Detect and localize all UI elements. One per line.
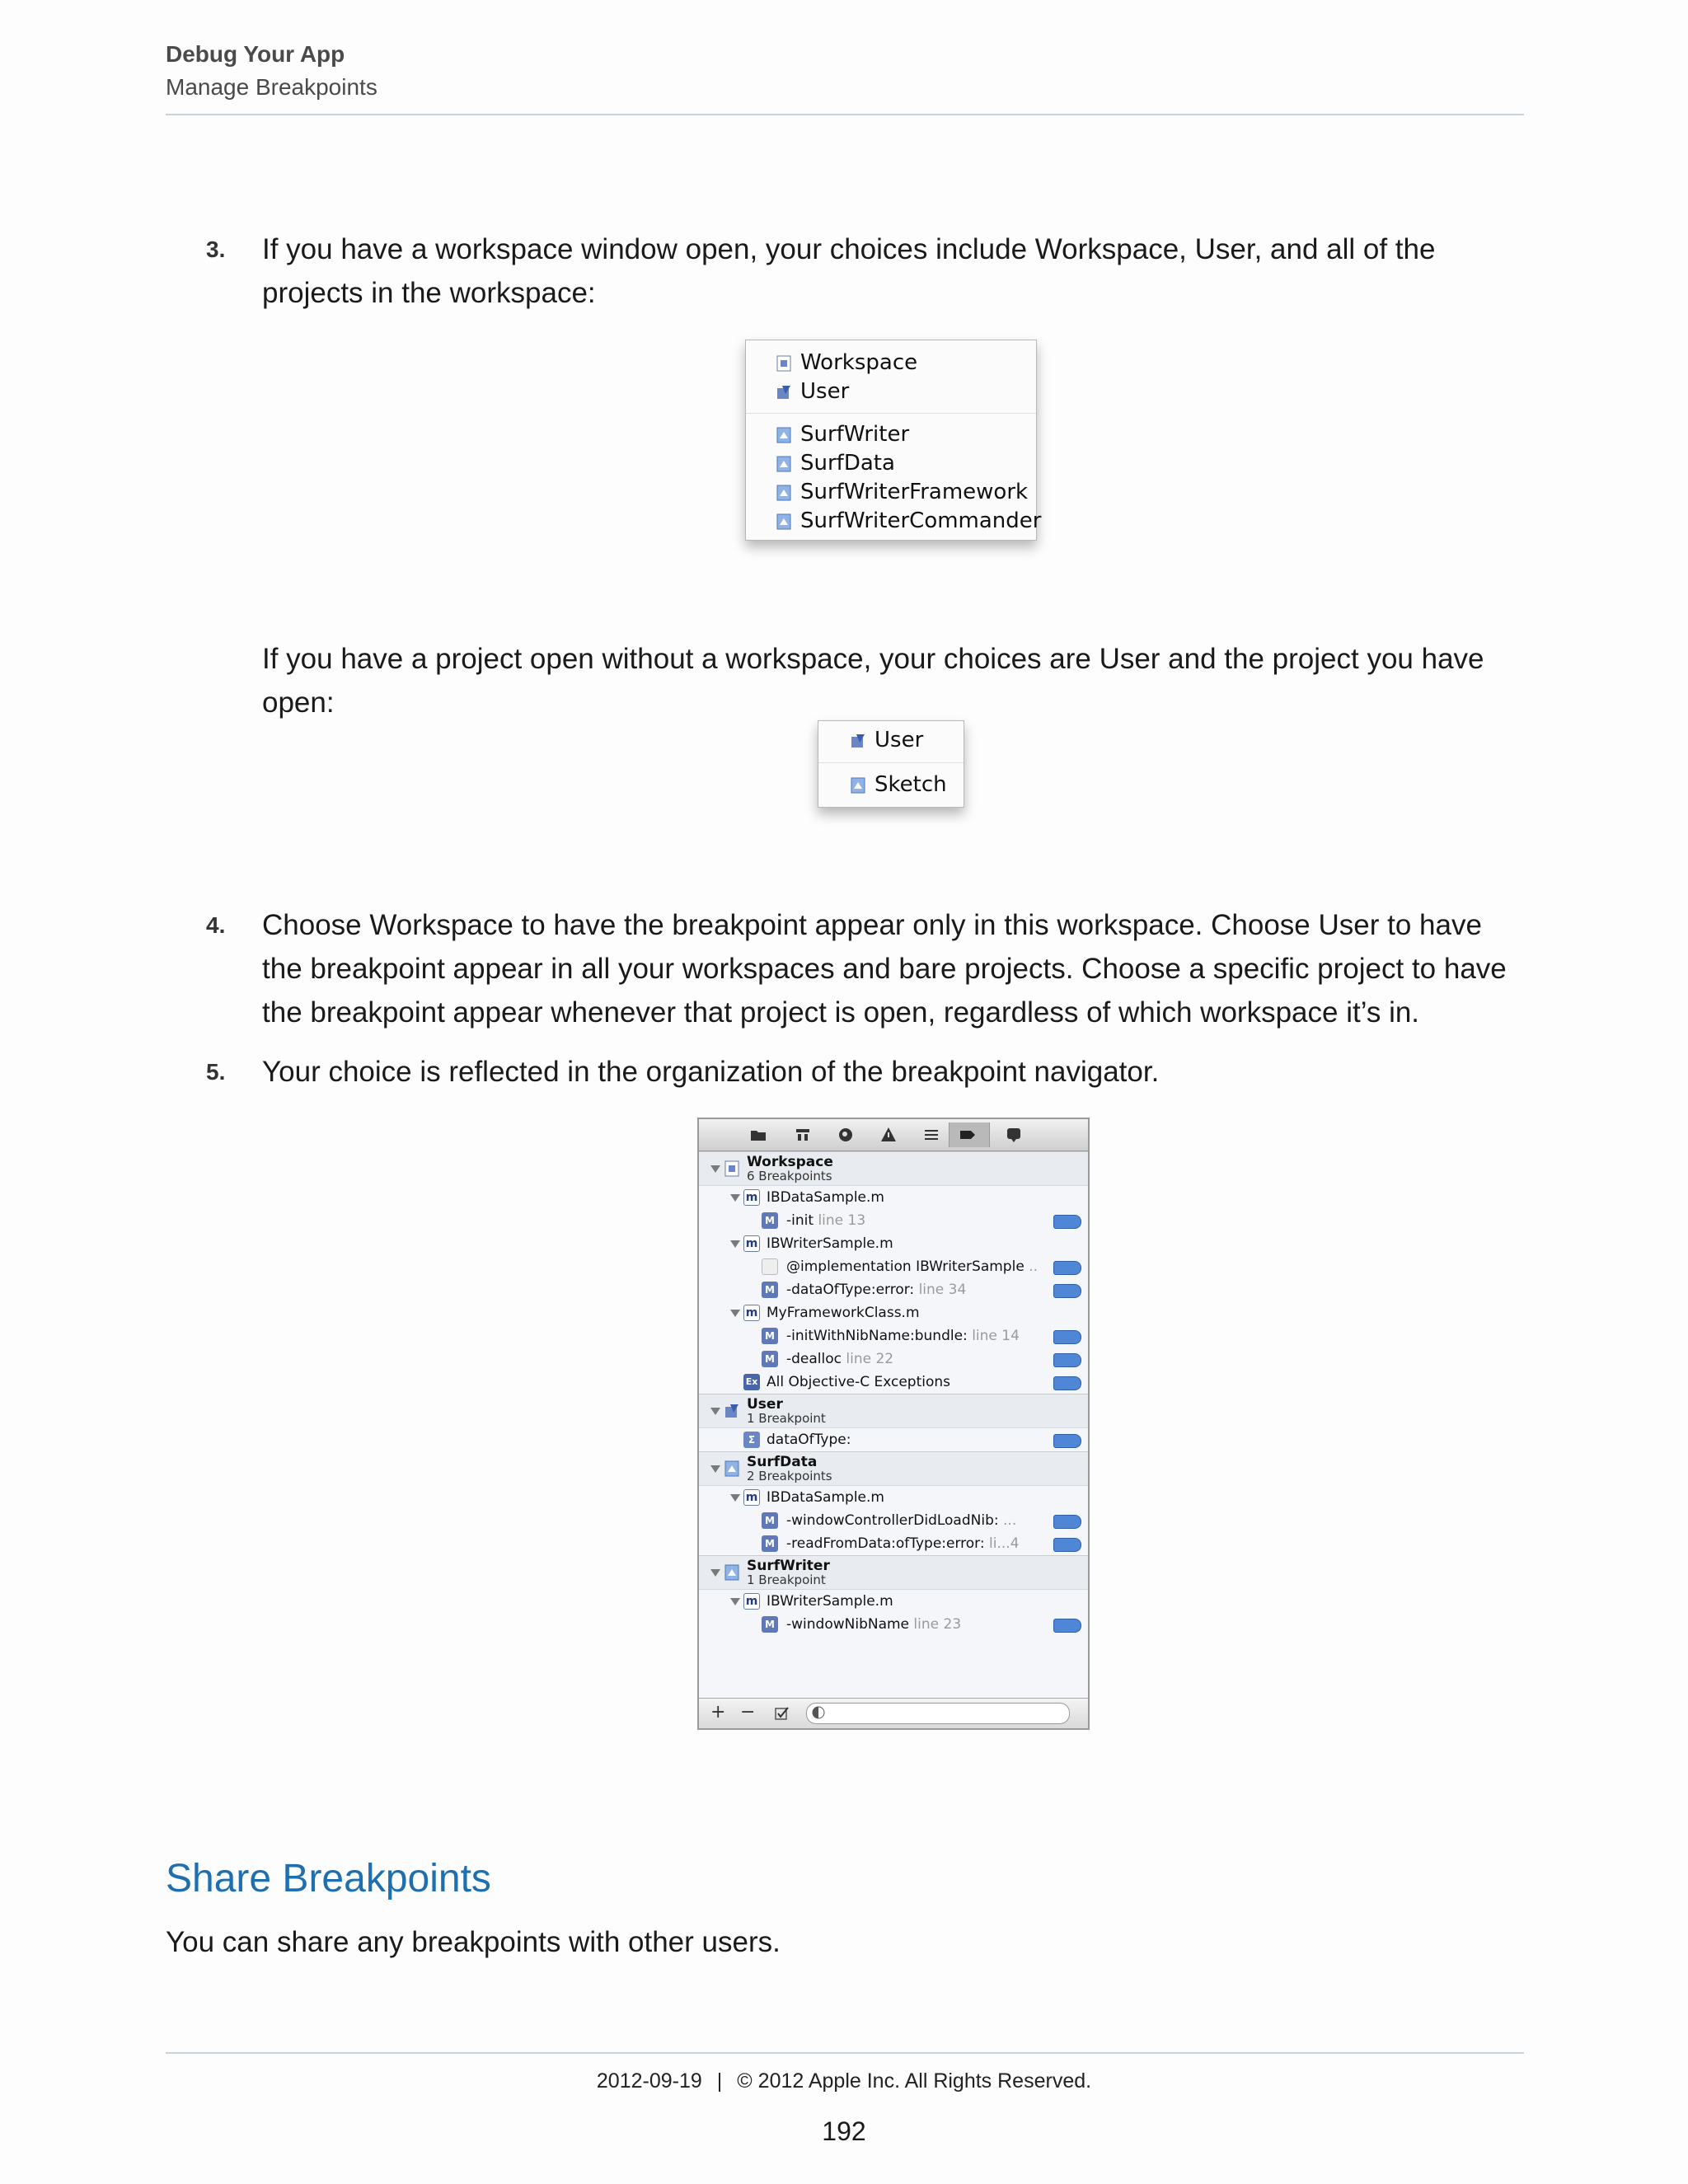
- breakpoint-row[interactable]: M -initWithNibName:bundle: line 14: [699, 1324, 1088, 1347]
- chapter-title: Debug Your App: [166, 41, 345, 67]
- breakpoint-indicator[interactable]: [1053, 1330, 1081, 1344]
- method-icon: M: [762, 1212, 778, 1229]
- group-name: Workspace: [747, 1154, 833, 1170]
- scope-popup-menu-project: [818, 720, 964, 808]
- source-file-icon: m: [743, 1305, 760, 1321]
- source-file-icon: m: [743, 1489, 760, 1506]
- navigator-filter-bar: [699, 1698, 1088, 1728]
- breakpoint-row[interactable]: Σ dataOfType:: [699, 1428, 1088, 1451]
- step-text: Choose Workspace to have the breakpoint appear only in this workspace. Choose User to have the breakpoint appear in all your workspaces and bare projects. Choose a specific project to have the breakpoint appear whenever that project is open, regardless of which workspace it’s in.: [262, 909, 1507, 1029]
- group-count: 1 Breakpoint: [747, 1411, 826, 1426]
- menu-item-project[interactable]: SurfWriter: [746, 420, 1036, 449]
- checkbox-filter-icon[interactable]: [775, 1706, 790, 1721]
- project-icon: [776, 513, 792, 530]
- method-icon: M: [762, 1282, 778, 1298]
- footer-copyright: © 2012 Apple Inc. All Rights Reserved.: [737, 2069, 1092, 2093]
- menu-item-project[interactable]: SurfWriterCommander: [746, 507, 1036, 536]
- step-number: 3.: [206, 237, 226, 262]
- menu-item-project[interactable]: SurfWriterFramework: [746, 478, 1036, 507]
- project-icon: [724, 1564, 740, 1581]
- footer-separator: |: [716, 2069, 723, 2093]
- breakpoint-indicator[interactable]: [1053, 1434, 1081, 1448]
- source-file-icon: m: [743, 1593, 760, 1610]
- disclosure-triangle-icon[interactable]: [710, 1165, 720, 1173]
- project-icon: [724, 1460, 740, 1477]
- breakpoint-indicator[interactable]: [1053, 1261, 1081, 1275]
- disclosure-triangle-icon[interactable]: [710, 1569, 720, 1577]
- scope-popup-menu-workspace: [745, 340, 1042, 541]
- footer-divider: [166, 2052, 1524, 2054]
- footer-date: 2012-09-19: [596, 2069, 702, 2093]
- source-file-icon: m: [743, 1235, 760, 1252]
- method-icon: M: [762, 1512, 778, 1529]
- para-no-workspace: If you have a project open without a workspace, your choices are User and the project you have open:: [262, 643, 1484, 719]
- menu-separator: [818, 762, 964, 763]
- disclosure-triangle-icon[interactable]: [730, 1310, 740, 1317]
- menu-item-user[interactable]: User: [818, 726, 964, 755]
- filter-input[interactable]: [806, 1703, 1070, 1724]
- disclosure-triangle-icon[interactable]: [710, 1408, 720, 1415]
- step-number: 4.: [206, 912, 226, 938]
- group-count: 2 Breakpoints: [747, 1469, 832, 1483]
- group-count: 1 Breakpoint: [747, 1572, 826, 1587]
- breakpoint-row[interactable]: M -dealloc line 22: [699, 1347, 1088, 1371]
- breakpoint-indicator[interactable]: [1053, 1215, 1081, 1229]
- breakpoint-row[interactable]: M -windowNibName line 23: [699, 1613, 1088, 1636]
- breakpoint-indicator[interactable]: [1053, 1353, 1081, 1367]
- project-icon: [776, 456, 792, 472]
- disclosure-triangle-icon[interactable]: [730, 1194, 740, 1202]
- folder-icon[interactable]: [750, 1127, 767, 1143]
- disclosure-triangle-icon[interactable]: [730, 1240, 740, 1248]
- file-row[interactable]: m MyFrameworkClass.m: [699, 1301, 1088, 1324]
- breakpoint-navigator-icon[interactable]: [959, 1127, 976, 1143]
- menu-item-workspace[interactable]: Workspace: [746, 349, 1036, 377]
- section-body: You can share any breakpoints with other users.: [166, 1926, 781, 1958]
- running-header: [166, 38, 1524, 104]
- workspace-icon: [776, 355, 792, 372]
- menu-item-project[interactable]: SurfData: [746, 449, 1036, 478]
- contrast-filter-icon: [812, 1706, 825, 1719]
- method-icon: M: [762, 1328, 778, 1344]
- symbolic-breakpoint-icon: Σ: [743, 1432, 760, 1448]
- symbol-navigator-icon[interactable]: [795, 1127, 811, 1143]
- breakpoint-row[interactable]: M -init line 13: [699, 1209, 1088, 1232]
- section-title: Manage Breakpoints: [166, 74, 377, 100]
- file-row[interactable]: m IBWriterSample.m: [699, 1232, 1088, 1255]
- project-icon: [776, 427, 792, 443]
- group-name: User: [747, 1396, 783, 1413]
- method-icon: M: [762, 1351, 778, 1367]
- breakpoint-row[interactable]: @implementation IBWriterSample ..: [699, 1255, 1088, 1278]
- group-surfwriter[interactable]: [699, 1555, 1088, 1590]
- breakpoint-indicator[interactable]: [1053, 1284, 1081, 1298]
- remove-breakpoint-button[interactable]: −: [740, 1702, 756, 1722]
- debug-navigator-icon[interactable]: [923, 1127, 940, 1143]
- breakpoint-indicator[interactable]: [1053, 1515, 1081, 1529]
- source-file-icon: m: [743, 1189, 760, 1206]
- breakpoint-row[interactable]: M -readFromData:ofType:error: li...4: [699, 1532, 1088, 1555]
- step-number: 5.: [206, 1059, 226, 1085]
- warning-icon[interactable]: [880, 1127, 897, 1143]
- user-icon: [776, 384, 792, 401]
- group-user[interactable]: [699, 1394, 1088, 1428]
- breakpoint-row[interactable]: M -dataOfType:error: line 34: [699, 1278, 1088, 1301]
- menu-item-project[interactable]: Sketch: [818, 771, 964, 799]
- group-name: SurfData: [747, 1454, 818, 1470]
- menu-item-user[interactable]: User: [746, 377, 1036, 406]
- add-breakpoint-button[interactable]: +: [710, 1702, 726, 1722]
- user-icon: [850, 733, 866, 749]
- file-row[interactable]: m IBDataSample.m: [699, 1186, 1088, 1209]
- breakpoint-indicator[interactable]: [1053, 1376, 1081, 1390]
- menu-separator: [746, 413, 1036, 414]
- group-count: 6 Breakpoints: [747, 1169, 832, 1183]
- implementation-icon: [762, 1258, 778, 1275]
- method-icon: M: [762, 1616, 778, 1633]
- workspace-icon: [724, 1160, 740, 1177]
- breakpoint-indicator[interactable]: [1053, 1538, 1081, 1552]
- file-row[interactable]: m IBDataSample.m: [699, 1486, 1088, 1509]
- breakpoint-row[interactable]: Ex All Objective-C Exceptions: [699, 1371, 1088, 1394]
- method-icon: M: [762, 1535, 778, 1552]
- project-icon: [850, 777, 866, 794]
- breakpoint-indicator[interactable]: [1053, 1619, 1081, 1633]
- user-icon: [724, 1403, 740, 1419]
- header-divider: [166, 114, 1524, 115]
- file-row[interactable]: m IBWriterSample.m: [699, 1590, 1088, 1613]
- breakpoint-navigator: [697, 1118, 1090, 1730]
- step-text: Your choice is reflected in the organization of the breakpoint navigator.: [262, 1056, 1160, 1088]
- exception-icon: Ex: [743, 1374, 760, 1390]
- log-navigator-icon[interactable]: [1006, 1127, 1022, 1143]
- disclosure-triangle-icon[interactable]: [710, 1465, 720, 1473]
- disclosure-triangle-icon[interactable]: [730, 1494, 740, 1502]
- search-icon[interactable]: [837, 1127, 854, 1143]
- footer: [0, 2067, 1688, 2095]
- step-text: If you have a workspace window open, your choices include Workspace, User, and all of the projects in the workspace:: [262, 233, 1436, 309]
- disclosure-triangle-icon[interactable]: [730, 1598, 740, 1605]
- project-icon: [776, 485, 792, 501]
- navigator-toolbar: [699, 1119, 1088, 1151]
- group-name: SurfWriter: [747, 1558, 830, 1574]
- group-surfdata[interactable]: [699, 1451, 1088, 1486]
- breakpoint-row[interactable]: M -windowControllerDidLoadNib: ...: [699, 1509, 1088, 1532]
- group-workspace[interactable]: [699, 1151, 1088, 1186]
- page-number: 192: [822, 2116, 866, 2146]
- section-heading: Share Breakpoints: [166, 1857, 491, 1900]
